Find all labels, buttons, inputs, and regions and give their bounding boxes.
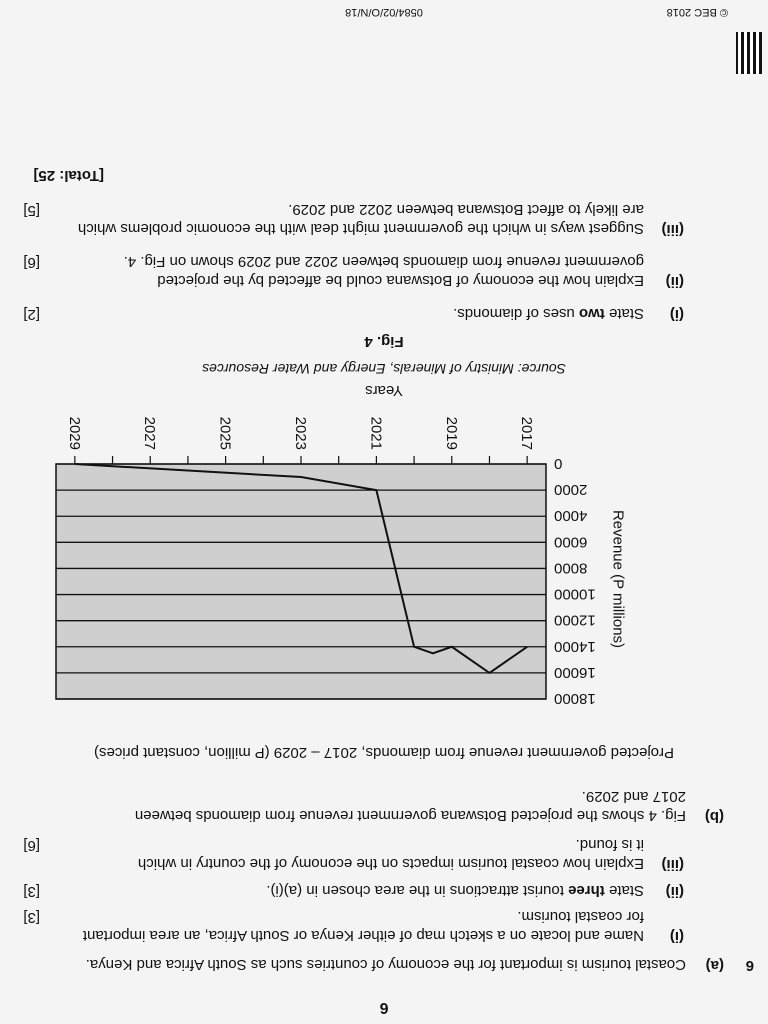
y-tick-label: 10000 bbox=[554, 585, 596, 603]
question-number: 6 bbox=[745, 957, 754, 974]
b-ii-label: (ii) bbox=[665, 273, 684, 290]
x-tick-label: 2029 bbox=[65, 416, 83, 450]
a-i-marks: [3] bbox=[23, 909, 40, 926]
x-tick-label: 2021 bbox=[367, 416, 385, 450]
a-i-label: (i) bbox=[669, 928, 684, 945]
b-text-line1: Fig. 4 shows the projected Botswana government revenue from diamonds between bbox=[134, 807, 686, 824]
a-iii-text-line2: it is found. bbox=[575, 836, 644, 853]
y-tick-label: 4000 bbox=[554, 507, 588, 525]
a-ii-text: State three tourist attractions in the area chosen in (a)(i). bbox=[266, 882, 644, 899]
b-iii-label: (iii) bbox=[661, 221, 684, 238]
chart-source: Source: Ministry of Minerals, Energy and Water Resources bbox=[202, 361, 566, 377]
y-tick-label: 14000 bbox=[554, 637, 596, 655]
paper-code: 0584/02/O/N/18 bbox=[345, 6, 423, 18]
total-marks: [Total: 25] bbox=[33, 167, 104, 184]
b-iii-text-line2: are likely to affect Botswana between 2022 and 2029. bbox=[288, 201, 644, 218]
b-ii-text-line1: Explain how the economy of Botswana could be affected by the projected bbox=[157, 272, 644, 289]
y-axis-label: Revenue (P millions) bbox=[609, 509, 627, 649]
a-ii-marks: [3] bbox=[23, 883, 40, 900]
b-iii-text-line1: Suggest ways in which the government might deal with the economic problems which bbox=[77, 220, 644, 237]
y-tick-label: 0 bbox=[554, 455, 563, 472]
plot-area bbox=[56, 464, 546, 699]
y-tick-label: 18000 bbox=[554, 690, 596, 707]
a-i-text-line1: Name and locate on a sketch map of either Kenya or South Africa, an area important bbox=[82, 927, 644, 944]
b-i-text: State two uses of diamonds. bbox=[453, 305, 644, 322]
b-i-label: (i) bbox=[669, 306, 684, 323]
y-tick-label: 8000 bbox=[554, 559, 588, 577]
b-i-marks: [2] bbox=[23, 306, 40, 323]
y-tick-label: 2000 bbox=[554, 481, 588, 499]
y-tick-label: 12000 bbox=[554, 611, 596, 629]
qr-code bbox=[736, 32, 762, 74]
y-tick-label: 6000 bbox=[554, 533, 588, 551]
b-text-line2: 2017 and 2029. bbox=[581, 788, 686, 805]
q6-intro: Coastal tourism is important for the economy of countries such as South Africa and Kenya. bbox=[85, 956, 686, 973]
y-axis-label-box bbox=[608, 434, 628, 724]
x-tick-label: 2025 bbox=[216, 416, 234, 450]
a-iii-marks: [6] bbox=[23, 837, 40, 854]
b-ii-marks: [6] bbox=[23, 254, 40, 271]
a-iii-text-line1: Explain how coastal tourism impacts on the economy of the country in which bbox=[137, 855, 644, 872]
page-number: 6 bbox=[379, 999, 389, 1016]
x-tick-label: 2023 bbox=[292, 416, 309, 450]
b-ii-text-line2: government revenue from diamonds between 2022 and 2029 shown on Fig. 4. bbox=[123, 253, 644, 270]
a-ii-label: (ii) bbox=[665, 883, 684, 900]
x-tick-label: 2017 bbox=[518, 416, 536, 450]
x-tick-label: 2027 bbox=[141, 416, 159, 450]
x-tick-label: 2019 bbox=[442, 416, 460, 450]
x-axis-label: Years bbox=[365, 382, 403, 399]
b-iii-marks: [5] bbox=[23, 202, 40, 219]
part-b-label: (b) bbox=[704, 808, 724, 825]
y-tick-label: 16000 bbox=[554, 663, 596, 681]
copyright: © BEC 2018 bbox=[666, 6, 728, 18]
a-iii-label: (iii) bbox=[661, 856, 684, 873]
a-i-text-line2: for coastal tourism. bbox=[517, 908, 644, 925]
figure-caption: Fig. 4 bbox=[364, 333, 404, 350]
chart-title: Projected government revenue from diamonds, 2017 – 2029 (P million, constant prices) bbox=[93, 744, 675, 761]
part-a-label: (a) bbox=[705, 957, 724, 974]
